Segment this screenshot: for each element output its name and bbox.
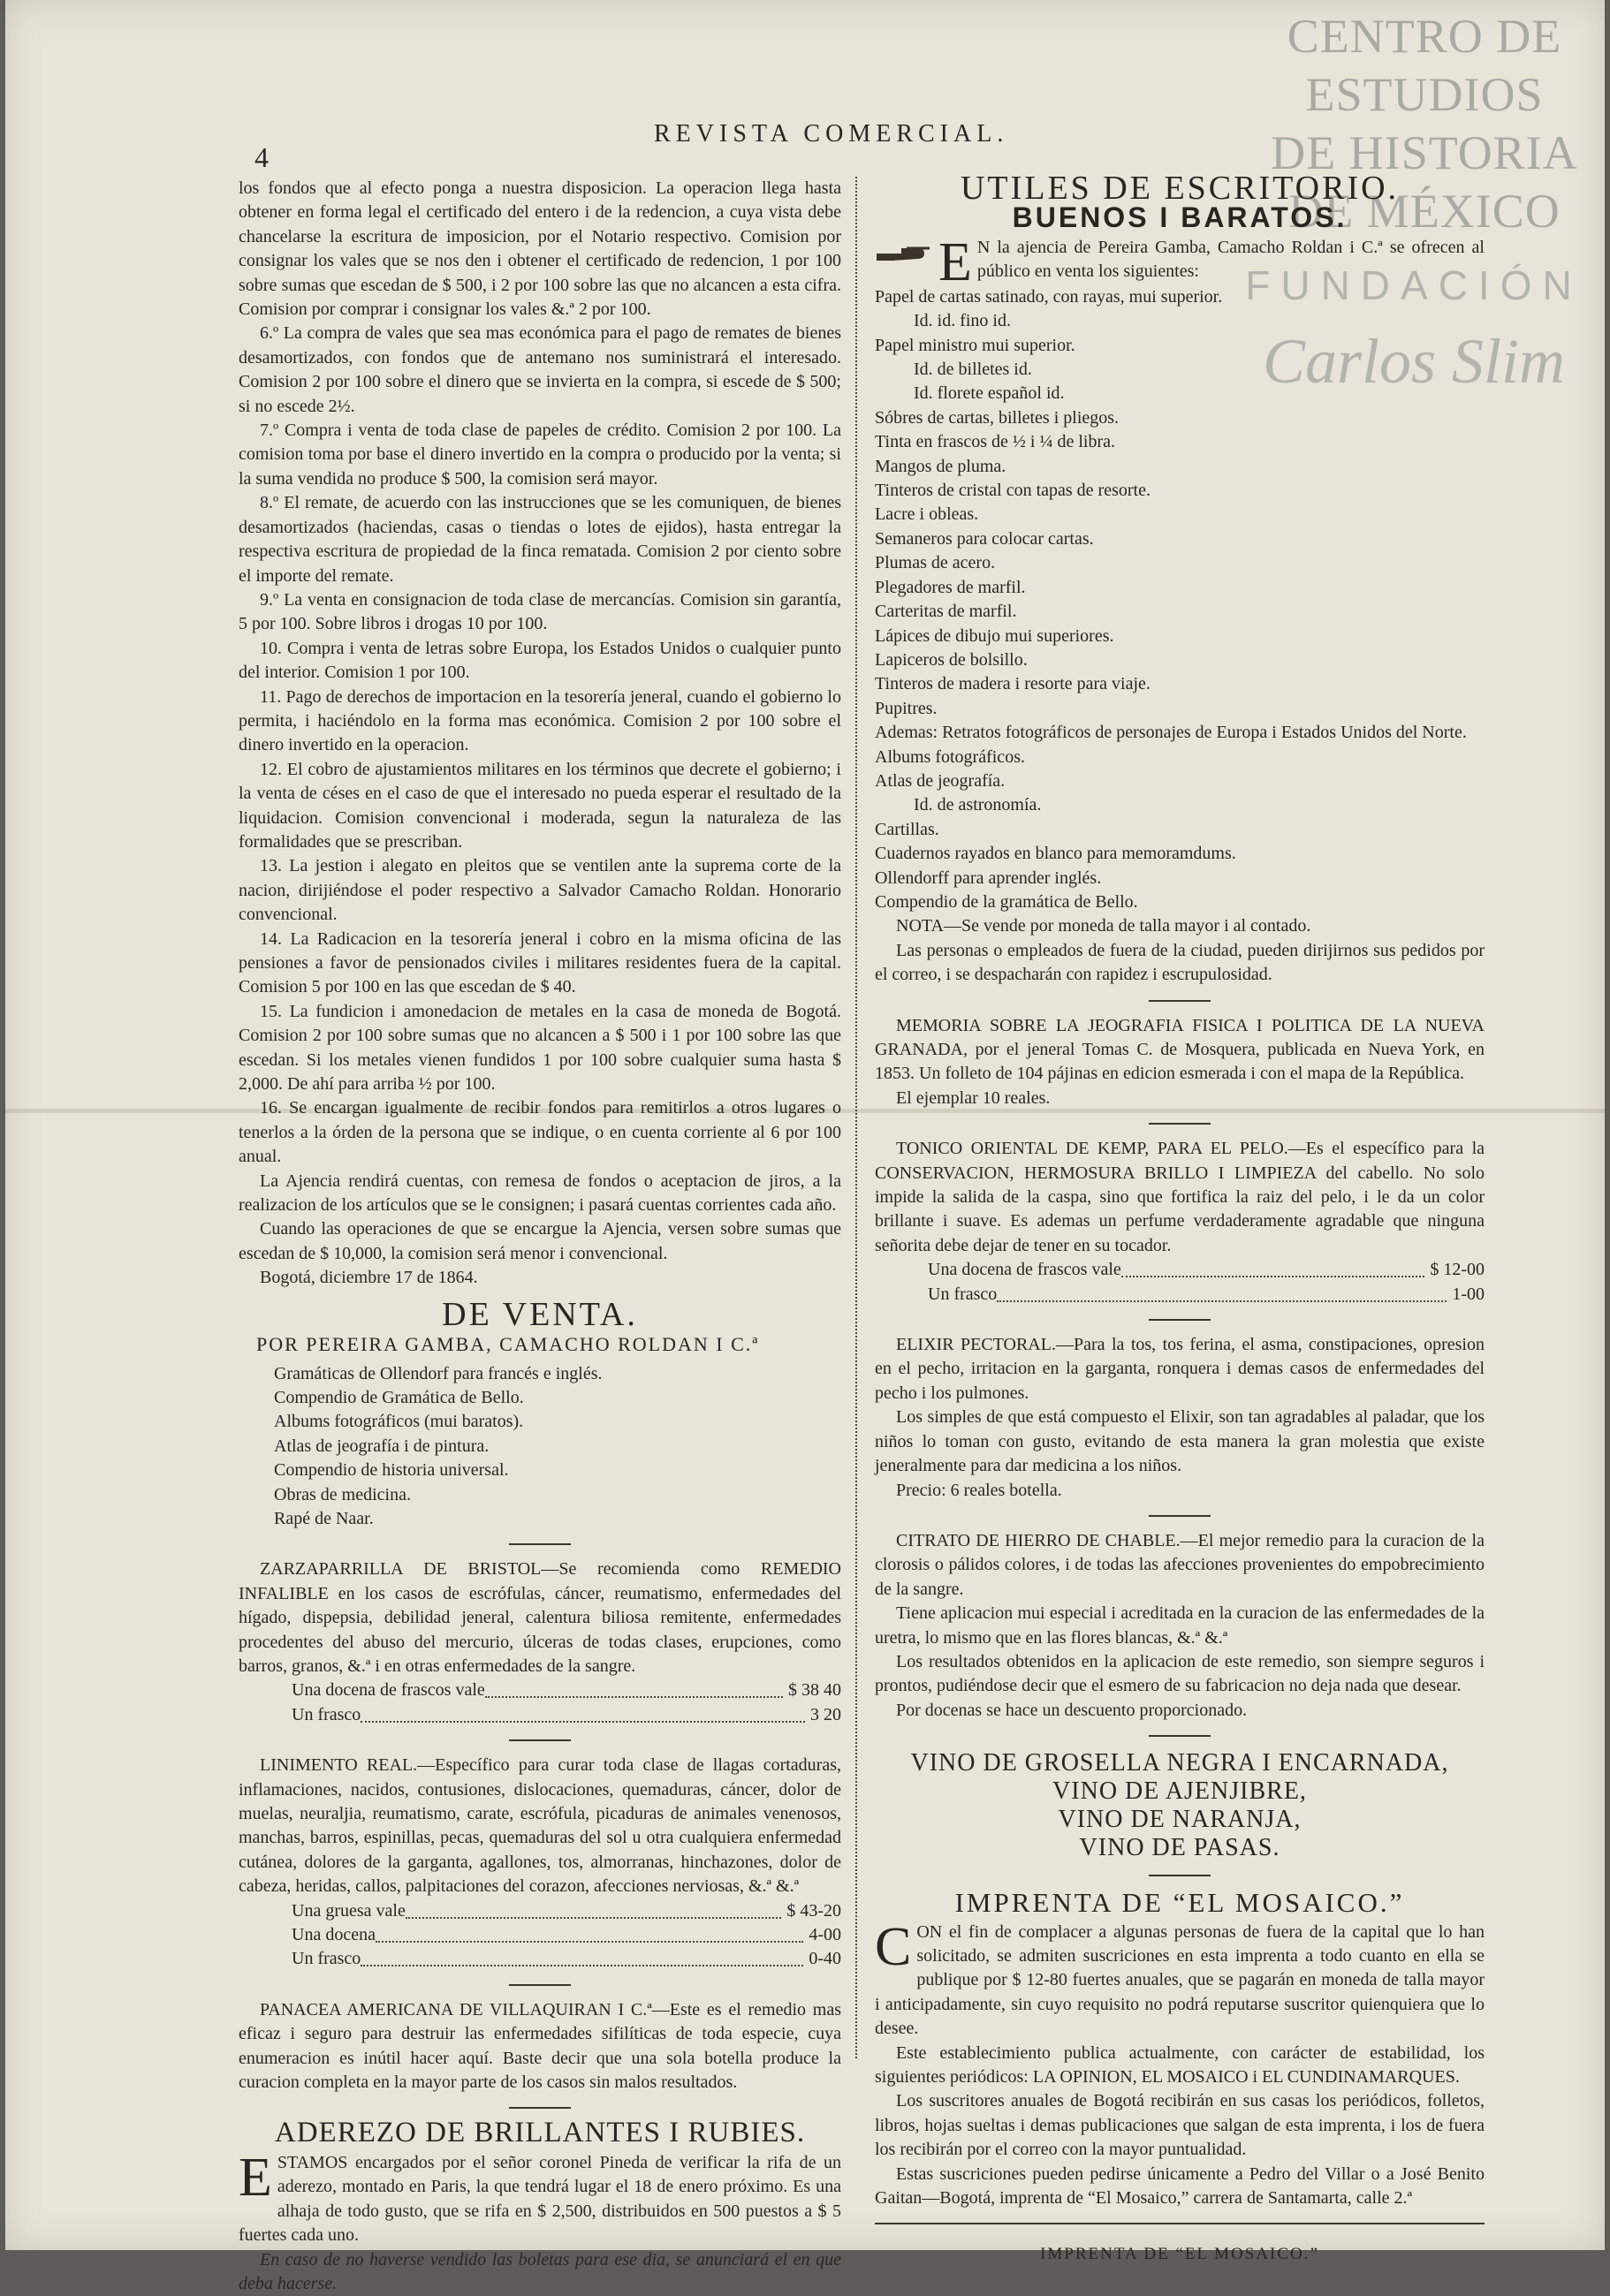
dot-leader: [485, 1678, 783, 1698]
watermark-line: DE HISTORIA: [1248, 124, 1601, 182]
dot-leader: [361, 1703, 805, 1723]
venta-heading: DE VENTA.: [239, 1303, 841, 1327]
imprenta-text: Los suscritores anuales de Bogotá recibirán en sus casas los periódicos, folletos, libros, hojas sueltas i demas publicaciones que salgan de esta imprenta, i los de fuera los recibirán por el correo con la mayor puntualidad.: [875, 2089, 1485, 2162]
list-item: Atlas de jeografía.: [875, 769, 1485, 793]
price-label: Una docena de frascos vale: [292, 1678, 485, 1702]
pointing-hand-icon: [875, 241, 931, 268]
aderezo-ad: [239, 2151, 841, 2248]
dot-leader: [361, 1947, 803, 1966]
vinos-block: [875, 1749, 1485, 1862]
paragraph: Cuando las operaciones de que se encargue la Ajencia, versen sobre sumas que escedan de $ 10,000, la comision será menor i convencional.: [239, 1217, 841, 1266]
paragraph: 13. La jestion i alegato en pleitos que se ventilen ante la suprema corte de la nacion, dirijiéndose el poder respectivo a Salvador Camacho Roldan. Honorario convencional.: [239, 854, 841, 927]
list-item: Semaneros para colocar cartas.: [875, 527, 1485, 551]
price-value: 4-00: [809, 1923, 841, 1947]
paragraph: 14. La Radicacion en la tesorería jeneral i cobro en la misma oficina de las pensiones a favor de pensionados civiles i militares residentes fuera de la capital. Comision 5 por 100 en las que escedan de $ 40.: [239, 928, 841, 1000]
paragraph: 7.º Compra i venta de toda clase de papeles de crédito. Comision 2 por 100. La comision toma por base el dinero invertido en la compra o producido por la venta; si la suma vendida no produce $ 500, la comision será mayor.: [239, 419, 841, 491]
running-title: REVISTA COMERCIAL.: [654, 120, 1008, 148]
memoria-price: El ejemplar 10 reales.: [875, 1087, 1485, 1110]
paragraph: los fondos que al efecto ponga a nuestra disposicion. La operacion llega hasta obtener en forma legal el certificado del entero i de la redencion, a cuya vista debe chancelarse la escritura de imposicion, por el Notario respectivo. Comision por consignar los vales que se nos den i obtener el certificado de redencion, 1 por 100 sobre sumas que escedan de $ 500, i 2 por 100 sobre las que no alcancen a esta cifra. Comision por comprar i consignar los vales &.ª 2 por 100.: [239, 177, 841, 322]
citrato-text: Los resultados obtenidos en la aplicacion de este remedio, son siempre seguros i prontos, pudiéndose decir que el esmero de su fabricacion no deja nada que desear.: [875, 1650, 1485, 1699]
price-label: Una gruesa vale: [292, 1899, 406, 1923]
paragraph: 9.º La venta en consignacion de toda clase de mercancías. Comision sin garantía, 5 por 100. Sobre libros i drogas 10 por 100.: [239, 588, 841, 637]
list-item: Id. id. fino id.: [875, 309, 1485, 333]
date-line: Bogotá, diciembre 17 de 1864.: [239, 1266, 841, 1290]
price-label: Un frasco: [292, 1703, 361, 1727]
imprenta-heading: IMPRENTA DE “EL MOSAICO.”: [875, 1891, 1485, 1914]
separator: [509, 1739, 571, 1741]
dot-leader: [406, 1899, 782, 1919]
dot-leader: [376, 1923, 803, 1943]
separator: [1149, 1735, 1211, 1737]
utiles-intro: [875, 236, 1485, 284]
elixir-price: Precio: 6 reales botella.: [875, 1479, 1485, 1503]
separator: [1149, 1000, 1211, 1002]
dot-leader: [1121, 1258, 1425, 1277]
list-item: Id. de billetes id.: [875, 358, 1485, 382]
watermark-fundacion: FUNDACIÓN: [1228, 261, 1599, 309]
separator: [1149, 1123, 1211, 1125]
list-item: Pupitres.: [875, 697, 1485, 721]
list-item: Lápices de dibujo mui superiores.: [875, 625, 1485, 648]
aderezo-note: En caso de no haverse vendido las boletas para ese dia, se anunciará el en que deba hacerse.: [239, 2248, 841, 2296]
paragraph: 16. Se encargan igualmente de recibir fondos para remitirlos a otros lugares o tenerlos a la órden de la persona que se indique, o en cuenta corriente al 6 por 100 anual.: [239, 1096, 841, 1169]
price-label: Una docena: [292, 1923, 376, 1947]
separator: [509, 1984, 571, 1986]
list-item: Compendio de historia universal.: [239, 1459, 841, 1482]
utiles-personas: Las personas o empleados de fuera de la ciudad, pueden dirijirnos sus pedidos por el correo, i se despacharán con rapidez i escrupulosidad.: [875, 939, 1485, 988]
price-value: $ 38 40: [788, 1678, 841, 1702]
list-item: Rapé de Naar.: [239, 1507, 841, 1531]
separator: [1149, 1515, 1211, 1517]
list-item: Plumas de acero.: [875, 551, 1485, 575]
price-value: $ 43-20: [786, 1899, 841, 1923]
list-item: Lacre i obleas.: [875, 503, 1485, 527]
citrato-ad: CITRATO DE HIERRO DE CHABLE.—El mejor remedio para la curacion de la clorosis o pálidos colores, i de todas las afecciones provenientes do empobrecimiento de la sangre.: [875, 1529, 1485, 1602]
price-row: [239, 1678, 841, 1702]
drop-cap: E: [938, 239, 972, 285]
panacea-ad: PANACEA AMERICANA DE VILLAQUIRAN I C.ª—Este es el remedio mas eficaz i seguro para destruir las enfermedades sifilíticas de toda especie, cuya enumeracion es inútil hacer aquí. Baste decir que una sola botella produce la curacion completa en la mayor parte de los casos sin malos resultados.: [239, 1998, 841, 2095]
price-value: 3 20: [810, 1703, 841, 1727]
price-label: Un frasco: [928, 1283, 997, 1307]
rule: [875, 2223, 1485, 2224]
price-row: [239, 1923, 841, 1947]
vino-line: VINO DE PASAS.: [875, 1834, 1485, 1862]
tonico-ad: TONICO ORIENTAL DE KEMP, PARA EL PELO.—Es el específico para la CONSERVACION, HERMOSURA BRILLO I LIMPIEZA del cabello. No solo impide la salida de la caspa, sino que fortifica la raiz del pelo, i le da un color brillante i suave. Es ademas un perfume verdaderamente agradable que ninguna señorita debe dejar de tener en su tocador.: [875, 1137, 1485, 1258]
left-column: [239, 177, 841, 2296]
list-item: Tinta en frascos de ½ i ¼ de libra.: [875, 430, 1485, 454]
price-label: Un frasco: [292, 1947, 361, 1971]
drop-cap: C: [875, 1924, 911, 1970]
watermark-line: ESTUDIOS: [1248, 65, 1601, 124]
separator: [509, 1543, 571, 1545]
list-item: Cuadernos rayados en blanco para memoramdums.: [875, 842, 1485, 866]
paragraph: La Ajencia rendirá cuentas, con remesa de fondos o aceptacion de jiros, a la realizacion de los artículos que se le consignen; i pasará cuentas corrientes cada año.: [239, 1170, 841, 1218]
imprenta-text: ON el fin de complacer a algunas personas de fuera de la capital que lo han solicitado, se admiten suscriciones en esta imprenta a todo cuanto en ella se publique por $ 12-80 fuertes anuales, que se pagarán en moneda de talla mayor i anticipadamente, sin cuyo requisito no podrá reputarse suscritor quienquiera que lo desee.: [875, 1922, 1485, 2039]
list-item: Albums fotográficos (mui baratos).: [239, 1410, 841, 1434]
list-item: Papel de cartas satinado, con rayas, mui superior.: [875, 285, 1485, 309]
list-item: Plegadores de marfil.: [875, 576, 1485, 600]
aderezo-heading: ADEREZO DE BRILLANTES I RUBIES.: [239, 2121, 841, 2145]
imprenta-text: Estas suscriciones pueden pedirse únicamente a Pedro del Villar o a José Benito Gaitan—Bogotá, imprenta de “El Mosaico,” carrera de Santamarta, calle 2.ª: [875, 2163, 1485, 2211]
paragraph: 6.º La compra de vales que sea mas económica para el pago de remates de bienes desamortizados, con fondos que de antemano nos suministrará el interesado. Comision 2 por 100 sobre el dinero que se invierta en la compra, si escede de $ 500; si no escede 2½.: [239, 322, 841, 419]
page-number: 4: [254, 141, 269, 174]
price-value: 0-40: [809, 1947, 841, 1971]
list-item: Atlas de jeografía i de pintura.: [239, 1435, 841, 1459]
paragraph: 11. Pago de derechos de importacion en la tesorería jeneral, cuando el gobierno lo permita, i haciéndolo en la forma mas económica. Comision 2 por 100 sobre el dinero invertido en la operacion.: [239, 686, 841, 758]
vino-line: VINO DE NARANJA,: [875, 1806, 1485, 1834]
list-item: Id. florete español id.: [875, 382, 1485, 405]
citrato-text: Por docenas se hace un descuento proporcionado.: [875, 1699, 1485, 1723]
list-item: Tinteros de cristal con tapas de resorte.: [875, 479, 1485, 503]
list-item: Sóbres de cartas, billetes i pliegos.: [875, 406, 1485, 430]
list-item: Carteritas de marfil.: [875, 600, 1485, 624]
price-row: [239, 1703, 841, 1727]
price-row: [239, 1947, 841, 1971]
dot-leader: [997, 1283, 1447, 1302]
imprenta-text: Este establecimiento publica actualmente, con carácter de estabilidad, los siguientes periódicos: LA OPINION, EL MOSAICO i EL CUNDINAMARQUES.: [875, 2042, 1485, 2090]
list-item: Compendio de la gramática de Bello.: [875, 890, 1485, 914]
linimento-ad: LINIMENTO REAL.—Específico para curar toda clase de llagas cortaduras, inflamaciones, nacidos, contusiones, dislocaciones, quemaduras, cáncer, dolor de muelas, neuraljia, reumatismo, carate, escrófula, picaduras de animales venenosos, manchas, barros, espinillas, pecas, quemaduras del sol u otra cualquiera enfermedad cutánea, dolores de la garganta, agallones, tos, almorranas, hinchazones, dolor de cabeza, heridas, callos, palpitaciones del corazon, afecciones nerviosas, &.ª &.ª: [239, 1754, 841, 1898]
price-row: [875, 1283, 1485, 1307]
separator: [1149, 1875, 1211, 1876]
utiles-list: [875, 285, 1485, 915]
list-item: Papel ministro mui superior.: [875, 334, 1485, 358]
paragraph: 15. La fundicion i amonedacion de metales en la casa de moneda de Bogotá. Comision 2 por 100 sobre sumas que no alcancen a $ 500 i 1 por 100 sobre las que escedan. Si los metales vienen fundidos 1 por 100 sobre cualquier suma hasta $ 2,000. De ahí para arriba ½ por 100.: [239, 1000, 841, 1097]
price-value: $ 12-00: [1430, 1258, 1485, 1282]
separator: [509, 2107, 571, 2109]
utiles-subheading: BUENOS I BARATOS.: [875, 206, 1485, 230]
list-item: Mangos de pluma.: [875, 455, 1485, 479]
imprenta-ad: [875, 1921, 1485, 2042]
watermark-line: CENTRO DE: [1248, 7, 1601, 65]
aderezo-text: STAMOS encargados por el señor coronel Pineda de verificar la rifa de un aderezo, montado en Paris, la que tendrá lugar el 18 de enero próximo. Es una alhaja de todo gusto, que se rifa en $ 2,500, distribuidos en 500 puestos a $ 5 fuertes cada uno.: [239, 2153, 841, 2245]
zarzaparrilla-ad: ZARZAPARRILLA DE BRISTOL—Se recomienda como REMEDIO INFALIBLE en los casos de escrófulas, cáncer, reumatismo, enfermedades del hígado, dispepsia, debilidad jeneral, calentura biliosa remitente, enfermedades procedentes del abuso del mercurio, úlceras de todas clases, erupciones, como barros, granos, &.ª i en otras enfermedades de la sangre.: [239, 1557, 841, 1678]
printer-footer: IMPRENTA DE “EL MOSAICO.”: [875, 2242, 1485, 2266]
list-item: Obras de medicina.: [239, 1483, 841, 1507]
utiles-heading: UTILES DE ESCRITORIO.: [875, 177, 1485, 201]
elixir-text: Los simples de que está compuesto el Elixir, son tan agradables al paladar, que los niños lo toman con gusto, evitando de esta manera la gran molestia que existe jeneralmente para dar medicina a los niños.: [875, 1406, 1485, 1478]
list-item: Gramáticas de Ollendorf para francés e inglés.: [239, 1362, 841, 1386]
list-item: Ademas: Retratos fotográficos de personajes de Europa i Estados Unidos del Norte.: [875, 721, 1485, 745]
price-row: [875, 1258, 1485, 1282]
vino-line: VINO DE AJENJIBRE,: [875, 1777, 1485, 1806]
list-item: Cartillas.: [875, 818, 1485, 842]
venta-subheading: POR PEREIRA GAMBA, CAMACHO ROLDAN I C.ª: [239, 1332, 841, 1356]
list-item: Albums fotográficos.: [875, 746, 1485, 769]
memoria-ad: MEMORIA SOBRE LA JEOGRAFIA FISICA I POLITICA DE LA NUEVA GRANADA, por el jeneral Tomas C. de Mosquera, publicada en Nueva York, en 1853. Un folleto de 104 pájinas en edicion esmerada i con el mapa de la República.: [875, 1014, 1485, 1087]
price-row: [239, 1899, 841, 1923]
column-divider: [855, 177, 857, 2058]
venta-list: [239, 1362, 841, 1532]
list-item: Compendio de Gramática de Bello.: [239, 1386, 841, 1410]
utiles-note: NOTA—Se vende por moneda de talla mayor i al contado.: [875, 914, 1485, 938]
paragraph: 8.º El remate, de acuerdo con las instrucciones que se les comuniquen, de bienes desamortizados (haciendas, casas o tiendas o lotes de ejidos), hasta entregar la respectiva escritura de propiedad de la finca rematada. Comision 2 por ciento sobre el importe del remate.: [239, 491, 841, 588]
list-item: Lapiceros de bolsillo.: [875, 648, 1485, 672]
watermark-line: DE MÉXICO: [1248, 182, 1601, 240]
price-label: Una docena de frascos vale: [928, 1258, 1121, 1282]
list-item: Tinteros de madera i resorte para viaje.: [875, 672, 1485, 696]
list-item: Id. de astronomía.: [875, 793, 1485, 817]
vino-line: VINO DE GROSELLA NEGRA I ENCARNADA,: [875, 1749, 1485, 1777]
elixir-ad: ELIXIR PECTORAL.—Para la tos, tos ferina, el asma, constipaciones, opresion en el pecho, irritacion en la garganta, ronquera i demas casos de enfermedades del pecho i los pulmones.: [875, 1333, 1485, 1406]
separator: [1149, 1319, 1211, 1321]
paragraph: 12. El cobro de ajustamientos militares en los términos que decrete el gobierno; i la venta de céses en el caso de que el interesado no pueda esperar el resultado de la liquidacion. Comision convencional i moderada, segun la naturaleza de las formalidades que se prescriban.: [239, 758, 841, 855]
price-value: 1-00: [1452, 1283, 1485, 1307]
drop-cap: E: [239, 2155, 272, 2201]
citrato-text: Tiene aplicacion mui especial i acreditada en la curacion de las enfermedades de la uretra, lo mismo que en las flores blancas, &.ª &.ª: [875, 1602, 1485, 1650]
list-item: Ollendorff para aprender inglés.: [875, 867, 1485, 890]
utiles-intro-text: N la ajencia de Pereira Gamba, Camacho Roldan i C.ª se ofrecen al público en venta los siguientes:: [977, 238, 1485, 281]
paragraph: 10. Compra i venta de letras sobre Europa, los Estados Unidos o cualquier punto del interior. Comision 1 por 100.: [239, 637, 841, 686]
watermark-signature: Carlos Slim: [1228, 325, 1599, 398]
right-column: [875, 177, 1485, 2267]
